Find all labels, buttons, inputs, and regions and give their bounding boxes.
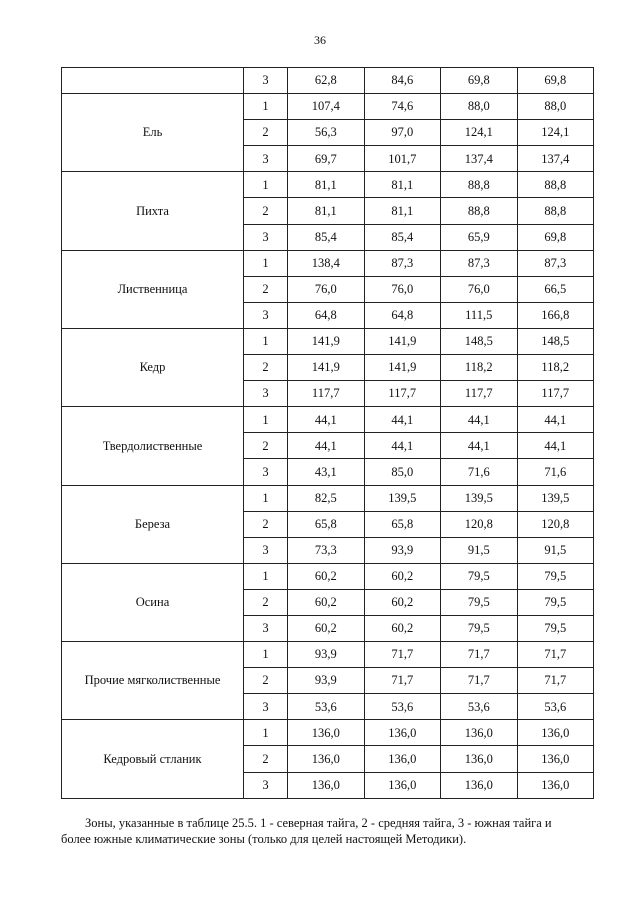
value-cell: 87,3 (364, 250, 441, 276)
zone-cell: 1 (244, 250, 288, 276)
zone-cell: 2 (244, 511, 288, 537)
zone-cell: 3 (244, 459, 288, 485)
table-row (62, 485, 594, 511)
value-cell: 91,5 (517, 537, 594, 563)
value-cell: 62,8 (288, 68, 365, 94)
value-cell: 111,5 (441, 302, 518, 328)
value-cell: 65,8 (288, 511, 365, 537)
value-cell: 136,0 (364, 720, 441, 746)
value-cell: 136,0 (441, 746, 518, 772)
species-name-cell: Пихта (62, 172, 244, 250)
zone-cell: 2 (244, 120, 288, 146)
value-cell: 101,7 (364, 146, 441, 172)
zone-cell: 2 (244, 198, 288, 224)
value-cell: 87,3 (441, 250, 518, 276)
value-cell: 88,8 (441, 198, 518, 224)
table-row (62, 407, 594, 433)
value-cell: 71,7 (517, 642, 594, 668)
zone-cell: 2 (244, 668, 288, 694)
zone-cell: 1 (244, 172, 288, 198)
value-cell: 118,2 (441, 355, 518, 381)
value-cell: 81,1 (288, 198, 365, 224)
value-cell: 76,0 (441, 276, 518, 302)
value-cell: 85,4 (364, 224, 441, 250)
value-cell: 136,0 (517, 772, 594, 798)
species-name-cell: Береза (62, 485, 244, 563)
zone-cell: 3 (244, 615, 288, 641)
value-cell: 136,0 (517, 746, 594, 772)
zone-cell: 2 (244, 276, 288, 302)
footnote (61, 815, 600, 847)
value-cell: 53,6 (517, 694, 594, 720)
value-cell: 88,0 (517, 94, 594, 120)
value-cell: 76,0 (288, 276, 365, 302)
value-cell: 56,3 (288, 120, 365, 146)
value-cell: 107,4 (288, 94, 365, 120)
value-cell: 139,5 (441, 485, 518, 511)
zone-cell: 3 (244, 68, 288, 94)
value-cell: 117,7 (288, 381, 365, 407)
value-cell: 141,9 (364, 355, 441, 381)
species-name-cell: Ель (62, 94, 244, 172)
value-cell: 97,0 (364, 120, 441, 146)
value-cell: 74,6 (364, 94, 441, 120)
zone-cell: 3 (244, 146, 288, 172)
value-cell: 141,9 (364, 328, 441, 354)
species-name-cell: Лиственница (62, 250, 244, 328)
value-cell: 64,8 (288, 302, 365, 328)
value-cell: 60,2 (364, 563, 441, 589)
zone-cell: 3 (244, 694, 288, 720)
value-cell: 139,5 (364, 485, 441, 511)
value-cell: 44,1 (288, 433, 365, 459)
value-cell: 136,0 (517, 720, 594, 746)
page-number: 36 (314, 33, 326, 47)
value-cell: 44,1 (364, 433, 441, 459)
value-cell: 87,3 (517, 250, 594, 276)
value-cell: 60,2 (364, 615, 441, 641)
value-cell: 124,1 (517, 120, 594, 146)
value-cell: 79,5 (441, 589, 518, 615)
value-cell: 124,1 (441, 120, 518, 146)
table-row (62, 328, 594, 354)
zone-cell: 1 (244, 563, 288, 589)
value-cell: 88,8 (441, 172, 518, 198)
value-cell: 43,1 (288, 459, 365, 485)
value-cell: 136,0 (288, 746, 365, 772)
value-cell: 71,6 (441, 459, 518, 485)
value-cell: 148,5 (517, 328, 594, 354)
species-name-cell: Твердолиственные (62, 407, 244, 485)
value-cell: 53,6 (441, 694, 518, 720)
value-cell: 81,1 (364, 198, 441, 224)
value-cell: 136,0 (441, 720, 518, 746)
value-cell: 69,8 (441, 68, 518, 94)
zone-cell: 3 (244, 381, 288, 407)
value-cell: 84,6 (364, 68, 441, 94)
footnote-line-2: более южные климатические зоны (только для целей настоящей Методики). (61, 832, 467, 846)
value-cell: 138,4 (288, 250, 365, 276)
value-cell: 44,1 (441, 407, 518, 433)
value-cell: 65,9 (441, 224, 518, 250)
value-cell: 69,8 (517, 68, 594, 94)
zone-cell: 1 (244, 407, 288, 433)
value-cell: 81,1 (364, 172, 441, 198)
value-cell: 85,0 (364, 459, 441, 485)
value-cell: 118,2 (517, 355, 594, 381)
table-row (62, 642, 594, 668)
value-cell: 82,5 (288, 485, 365, 511)
value-cell: 44,1 (517, 433, 594, 459)
value-cell: 60,2 (288, 589, 365, 615)
value-cell: 148,5 (441, 328, 518, 354)
value-cell: 71,7 (364, 642, 441, 668)
value-cell: 136,0 (288, 720, 365, 746)
zone-cell: 1 (244, 642, 288, 668)
zone-cell: 1 (244, 720, 288, 746)
value-cell: 79,5 (517, 589, 594, 615)
zone-cell: 3 (244, 537, 288, 563)
species-name-cell: Кедр (62, 328, 244, 406)
zone-cell: 2 (244, 746, 288, 772)
zone-cell: 3 (244, 772, 288, 798)
footnote-line-1: Зоны, указанные в таблице 25.5. 1 - северная тайга, 2 - средняя тайга, 3 - южная тайга и (85, 816, 552, 830)
value-cell: 79,5 (517, 563, 594, 589)
value-cell: 71,7 (441, 668, 518, 694)
value-cell: 117,7 (517, 381, 594, 407)
table-body (62, 68, 594, 799)
value-cell: 53,6 (364, 694, 441, 720)
value-cell: 93,9 (288, 642, 365, 668)
value-cell: 69,7 (288, 146, 365, 172)
value-cell: 79,5 (517, 615, 594, 641)
value-cell: 60,2 (364, 589, 441, 615)
value-cell: 137,4 (517, 146, 594, 172)
continuation-name-cell (62, 68, 244, 94)
value-cell: 93,9 (288, 668, 365, 694)
value-cell: 141,9 (288, 355, 365, 381)
value-cell: 73,3 (288, 537, 365, 563)
value-cell: 71,7 (364, 668, 441, 694)
value-cell: 44,1 (517, 407, 594, 433)
value-cell: 91,5 (441, 537, 518, 563)
zone-cell: 2 (244, 355, 288, 381)
value-cell: 44,1 (364, 407, 441, 433)
value-cell: 71,7 (517, 668, 594, 694)
value-cell: 85,4 (288, 224, 365, 250)
value-cell: 88,8 (517, 172, 594, 198)
table-row (62, 720, 594, 746)
species-name-cell: Осина (62, 563, 244, 641)
value-cell: 88,0 (441, 94, 518, 120)
zone-cell: 1 (244, 485, 288, 511)
table-row (62, 563, 594, 589)
value-cell: 117,7 (364, 381, 441, 407)
value-cell: 66,5 (517, 276, 594, 302)
value-cell: 69,8 (517, 224, 594, 250)
value-cell: 71,6 (517, 459, 594, 485)
value-cell: 120,8 (441, 511, 518, 537)
value-cell: 60,2 (288, 563, 365, 589)
zone-cell: 2 (244, 433, 288, 459)
value-cell: 120,8 (517, 511, 594, 537)
zone-cell: 2 (244, 589, 288, 615)
zone-cell: 1 (244, 328, 288, 354)
value-cell: 117,7 (441, 381, 518, 407)
value-cell: 64,8 (364, 302, 441, 328)
value-cell: 76,0 (364, 276, 441, 302)
table-row (62, 172, 594, 198)
value-cell: 44,1 (441, 433, 518, 459)
value-cell: 79,5 (441, 615, 518, 641)
value-cell: 60,2 (288, 615, 365, 641)
value-cell: 137,4 (441, 146, 518, 172)
value-cell: 53,6 (288, 694, 365, 720)
value-cell: 136,0 (288, 772, 365, 798)
value-cell: 44,1 (288, 407, 365, 433)
value-cell: 136,0 (364, 746, 441, 772)
value-cell: 166,8 (517, 302, 594, 328)
value-cell: 139,5 (517, 485, 594, 511)
value-cell: 141,9 (288, 328, 365, 354)
value-cell: 136,0 (441, 772, 518, 798)
species-name-cell: Прочие мягколиственные (62, 642, 244, 720)
zone-cell: 3 (244, 224, 288, 250)
zone-cell: 3 (244, 302, 288, 328)
value-cell: 88,8 (517, 198, 594, 224)
value-cell: 93,9 (364, 537, 441, 563)
table-row (62, 68, 594, 94)
table-row (62, 250, 594, 276)
forest-data-table (61, 67, 594, 799)
value-cell: 71,7 (441, 642, 518, 668)
zone-cell: 1 (244, 94, 288, 120)
value-cell: 136,0 (364, 772, 441, 798)
table-row (62, 94, 594, 120)
value-cell: 65,8 (364, 511, 441, 537)
species-name-cell: Кедровый стланик (62, 720, 244, 798)
value-cell: 79,5 (441, 563, 518, 589)
value-cell: 81,1 (288, 172, 365, 198)
